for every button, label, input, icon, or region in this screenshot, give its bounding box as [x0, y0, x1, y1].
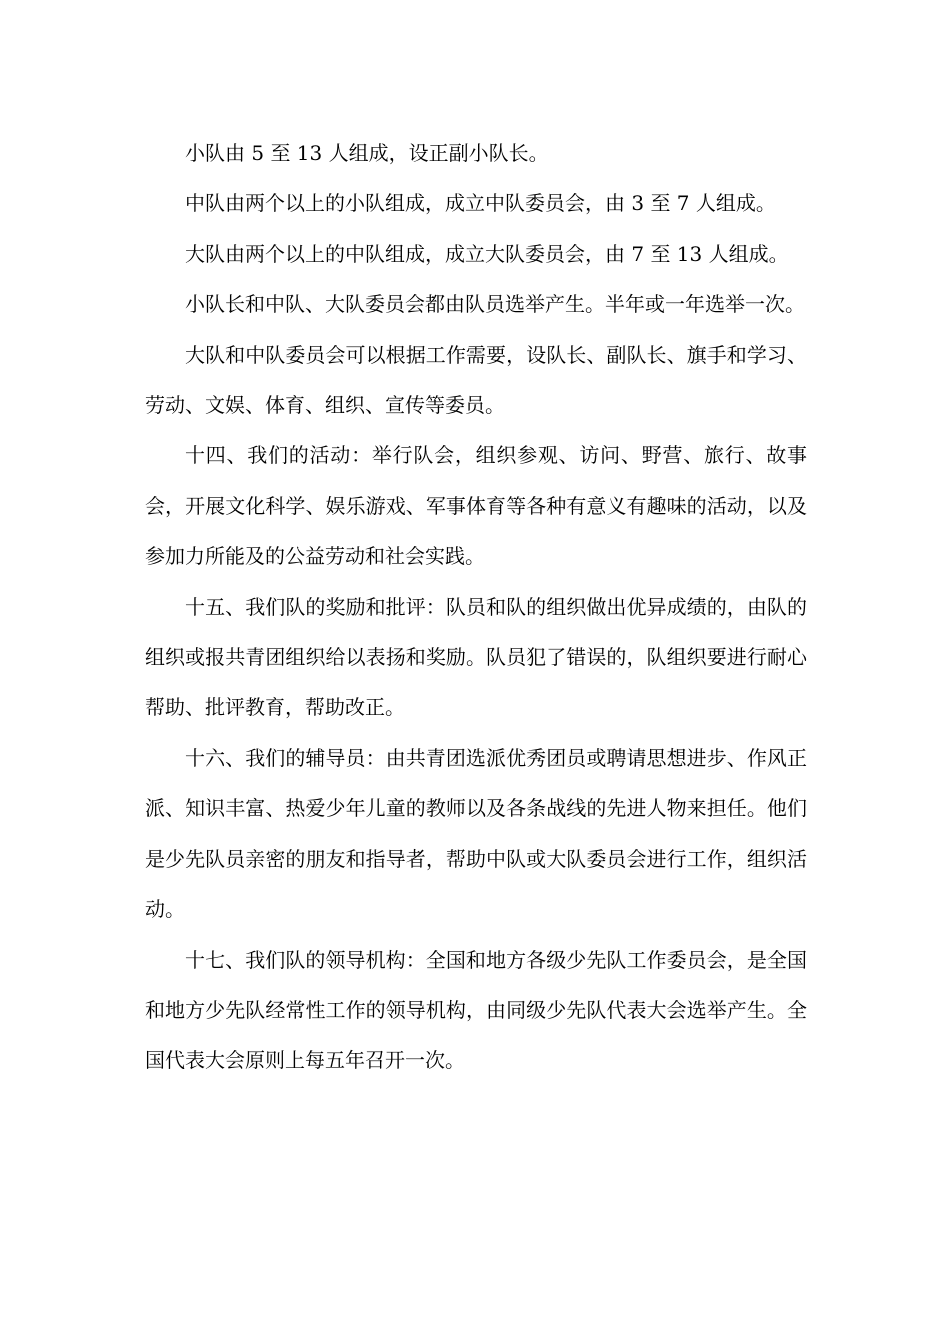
- paragraph-middle-squad: 中队由两个以上的小队组成，成立中队委员会，由 3 至 7 人组成。: [185, 191, 776, 216]
- paragraph-brigade: 大队由两个以上的中队组成，成立大队委员会，由 7 至 13 人组成。: [185, 241, 789, 266]
- paragraph-article-17: 十七、我们队的领导机构：全国和地方各级少先队工作委员会，是全国和地方少先队经常性工作的领导机构，由同级少先队代表大会选举产生。全国代表大会原则上每五年召开一次。: [145, 947, 807, 1073]
- paragraph-article-16: 十六、我们的辅导员：由共青团选派优秀团员或聘请思想进步、作风正派、知识丰富、热爱少年儿童的教师以及各条战线的先进人物来担任。他们是少先队员亲密的朋友和指导者，帮助中队或大队委员会进行工作，组织活动。: [145, 745, 807, 922]
- paragraph-committee-roles: 大队和中队委员会可以根据工作需要，设队长、副队长、旗手和学习、劳动、文娱、体育、组织、宣传等委员。: [145, 342, 807, 418]
- document-body: [145, 128, 807, 1086]
- paragraph-squad: 小队由 5 至 13 人组成，设正副小队长。: [185, 141, 549, 165]
- paragraph-article-15: 十五、我们队的奖励和批评：队员和队的组织做出优异成绩的，由队的组织或报共青团组织给以表扬和奖励。队员犯了错误的，队组织要进行耐心帮助、批评教育，帮助改正。: [145, 594, 807, 720]
- paragraph-election: 小队长和中队、大队委员会都由队员选举产生。半年或一年选举一次。: [185, 292, 805, 317]
- paragraph-article-14: 十四、我们的活动：举行队会，组织参观、访问、野营、旅行、故事会，开展文化科学、娱乐游戏、军事体育等各种有意义有趣味的活动，以及参加力所能及的公益劳动和社会实践。: [145, 443, 807, 569]
